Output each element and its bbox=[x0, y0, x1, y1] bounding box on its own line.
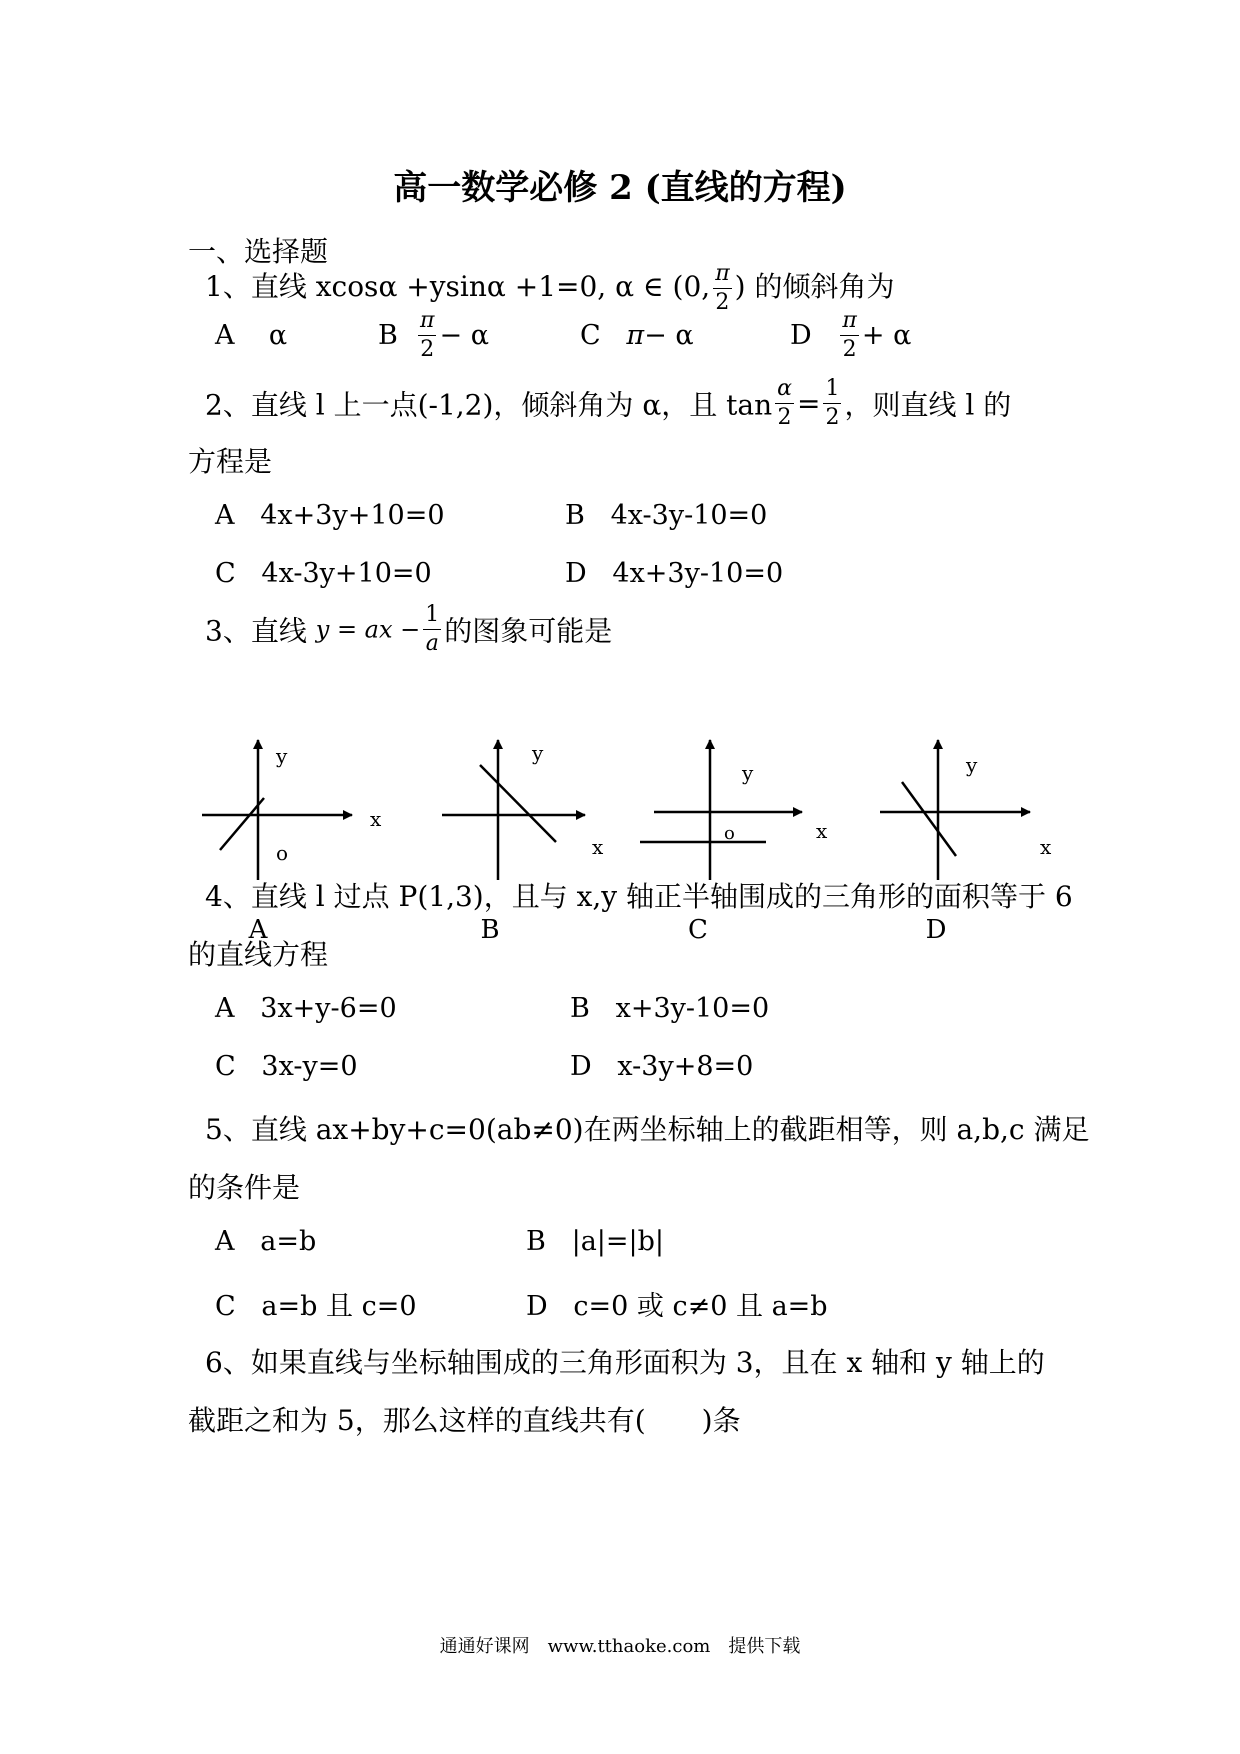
q1-text-d: 的倾斜角为 bbox=[745, 270, 895, 303]
fraction-denominator: a bbox=[425, 631, 439, 656]
question-number: 4、 bbox=[205, 880, 251, 913]
option-d bbox=[790, 310, 911, 361]
fraction-numerator: π bbox=[840, 310, 858, 336]
option-a bbox=[215, 500, 445, 531]
question-4-line-2: 的直线方程 bbox=[188, 938, 329, 971]
q3-text-b: 的图象可能是 bbox=[444, 614, 613, 648]
option-letter: D bbox=[790, 320, 812, 351]
q3-fraction bbox=[423, 604, 441, 655]
option-b bbox=[526, 1226, 664, 1257]
q2-fraction-2 bbox=[823, 378, 841, 429]
option-text: − α bbox=[439, 320, 489, 351]
graph-line bbox=[902, 782, 956, 856]
fraction-denominator: 2 bbox=[715, 290, 730, 315]
q1-fraction bbox=[713, 263, 731, 314]
option-d bbox=[570, 1051, 753, 1082]
origin-label: o bbox=[276, 841, 289, 865]
x-axis-label: x bbox=[1040, 835, 1052, 859]
graph-letter: C bbox=[688, 915, 708, 945]
option-letter: D bbox=[570, 1051, 592, 1082]
q2-equals: = bbox=[796, 387, 821, 420]
q1-text-c: +1=0, bbox=[505, 270, 616, 303]
y-axis-label: y bbox=[966, 753, 978, 777]
q2-text-b: ，则直线 l 的 bbox=[844, 388, 1012, 422]
fraction-numerator: π bbox=[713, 263, 731, 289]
option-d bbox=[565, 558, 783, 589]
option-text: |a|=|b| bbox=[571, 1226, 664, 1257]
option-text: − α bbox=[644, 320, 694, 351]
q1-interval-open: ∈ (0, bbox=[634, 270, 711, 303]
option-text: c=0 或 c≠0 且 a=b bbox=[573, 1291, 828, 1322]
x-axis-label: x bbox=[370, 807, 382, 831]
option-c bbox=[215, 1051, 358, 1082]
option-letter: A bbox=[215, 1226, 235, 1257]
option-letter: C bbox=[580, 320, 601, 351]
question-2-line-2: 方程是 bbox=[188, 445, 273, 478]
graph-letter: A bbox=[248, 915, 268, 945]
question-6-line-2: 截距之和为 5，那么这样的直线共有( )条 bbox=[188, 1404, 741, 1437]
graph-letter: B bbox=[480, 915, 500, 945]
question-number: 6、 bbox=[205, 1346, 251, 1379]
option-c bbox=[580, 320, 694, 351]
option-b bbox=[565, 500, 767, 531]
option-letter: D bbox=[526, 1291, 548, 1322]
option-text: 4x-3y-10=0 bbox=[610, 500, 768, 531]
option-letter: A bbox=[215, 993, 235, 1024]
option-letter: B bbox=[570, 993, 590, 1024]
option-text: a=b 且 c=0 bbox=[261, 1291, 417, 1322]
question-6 bbox=[205, 1341, 1045, 1381]
option-fraction bbox=[840, 310, 858, 361]
option-text: 4x+3y+10=0 bbox=[260, 500, 445, 531]
question-5 bbox=[205, 1108, 1089, 1148]
q2-fraction-1 bbox=[775, 378, 794, 429]
option-a bbox=[215, 1226, 316, 1257]
q1-alpha: α bbox=[486, 270, 506, 303]
fraction-denominator: 2 bbox=[842, 337, 857, 362]
question-text: 直线 l 过点 P(1,3)，且与 x,y 轴正半轴围成的三角形的面积等于 6 bbox=[250, 880, 1073, 913]
graph-line bbox=[480, 765, 556, 842]
q1-text-b: +ysin bbox=[397, 270, 487, 303]
question-4 bbox=[205, 875, 1073, 915]
origin-label: o bbox=[724, 823, 735, 844]
question-text: 直线 ax+by+c=0(ab≠0)在两坐标轴上的截距相等，则 a,b,c 满足 bbox=[250, 1113, 1090, 1146]
option-c bbox=[215, 558, 432, 589]
question-2 bbox=[205, 378, 1011, 429]
option-text: a=b bbox=[260, 1226, 317, 1257]
question-number: 2、 bbox=[205, 388, 251, 422]
q2-text-a: 直线 l 上一点(-1,2)，倾斜角为 α，且 tan bbox=[250, 388, 773, 422]
y-axis-label: y bbox=[276, 744, 288, 768]
y-axis-label: y bbox=[532, 741, 544, 765]
option-pi: π bbox=[626, 320, 645, 351]
graph-letter: D bbox=[925, 915, 947, 945]
option-text: α bbox=[268, 320, 288, 351]
graph-d bbox=[880, 740, 1030, 880]
option-text: x+3y-10=0 bbox=[615, 993, 770, 1024]
fraction-denominator: 2 bbox=[777, 405, 792, 430]
option-d bbox=[526, 1284, 828, 1323]
fraction-numerator: 1 bbox=[823, 378, 841, 404]
fraction-numerator: 1 bbox=[423, 604, 441, 630]
page-title: 高一数学必修 2 (直线的方程) bbox=[393, 168, 847, 208]
q1-text-a: 直线 xcos bbox=[250, 270, 379, 303]
question-5-line-2: 的条件是 bbox=[188, 1171, 301, 1204]
option-c bbox=[215, 1284, 417, 1323]
q3-formula: y = ax − bbox=[315, 615, 421, 644]
option-letter: B bbox=[565, 500, 585, 531]
option-text: x-3y+8=0 bbox=[617, 1051, 754, 1082]
section-heading: 一、选择题 bbox=[188, 235, 329, 268]
option-letter: B bbox=[526, 1226, 546, 1257]
q3-graph-options bbox=[0, 720, 1240, 960]
fraction-denominator: 2 bbox=[420, 337, 435, 362]
footer-credit: 通通好课网 www.tthaoke.com 提供下载 bbox=[439, 1636, 801, 1657]
option-text: 4x-3y+10=0 bbox=[261, 558, 432, 589]
question-number: 1、 bbox=[205, 270, 251, 303]
option-fraction bbox=[418, 310, 436, 361]
question-1 bbox=[205, 263, 895, 314]
option-text: + α bbox=[861, 320, 912, 351]
option-letter: B bbox=[378, 320, 398, 351]
option-text: 3x-y=0 bbox=[261, 1051, 358, 1082]
fraction-numerator: π bbox=[418, 310, 436, 336]
option-text: 3x+y-6=0 bbox=[260, 993, 397, 1024]
option-b bbox=[378, 310, 489, 361]
q3-text-a: 直线 bbox=[250, 614, 307, 648]
graph-c bbox=[640, 740, 802, 880]
option-letter: C bbox=[215, 558, 236, 589]
question-text: 如果直线与坐标轴围成的三角形面积为 3，且在 x 轴和 y 轴上的 bbox=[250, 1346, 1045, 1379]
option-letter: C bbox=[215, 1051, 236, 1082]
graph-b bbox=[442, 740, 585, 880]
option-letter: D bbox=[565, 558, 587, 589]
q1-alpha: α bbox=[615, 270, 635, 303]
option-letter: A bbox=[215, 500, 235, 531]
option-letter: C bbox=[215, 1291, 236, 1322]
option-text: 4x+3y-10=0 bbox=[612, 558, 784, 589]
option-a bbox=[215, 320, 287, 351]
q1-alpha: α bbox=[378, 270, 398, 303]
option-b bbox=[570, 993, 769, 1024]
option-a bbox=[215, 993, 397, 1024]
q1-interval-close: ) bbox=[734, 270, 746, 303]
question-number: 5、 bbox=[205, 1113, 251, 1146]
fraction-numerator: α bbox=[775, 378, 794, 404]
x-axis-label: x bbox=[592, 835, 604, 859]
y-axis-label: y bbox=[742, 761, 754, 785]
x-axis-label: x bbox=[816, 819, 828, 843]
question-number: 3、 bbox=[205, 614, 251, 648]
option-letter: A bbox=[215, 320, 235, 351]
fraction-denominator: 2 bbox=[825, 405, 840, 430]
question-3 bbox=[205, 604, 612, 655]
